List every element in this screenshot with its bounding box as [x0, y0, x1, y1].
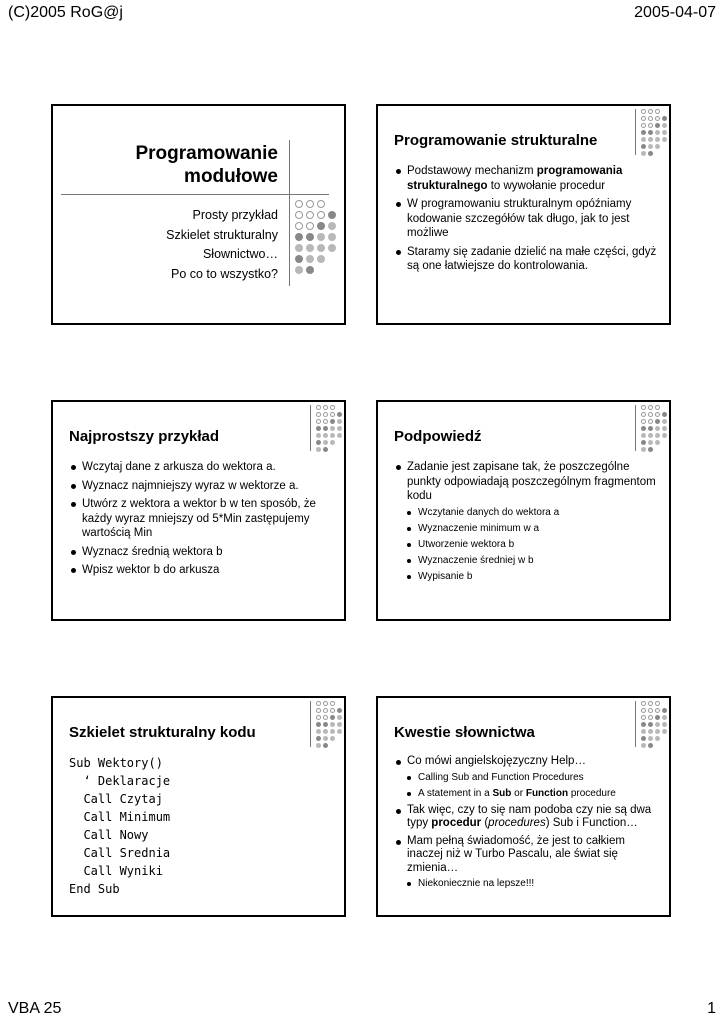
code-line: Call Nowy — [69, 828, 149, 842]
list-item: Wyznacz średnią wektora b — [71, 545, 333, 560]
decorative-dot — [323, 426, 328, 431]
decorative-dot — [316, 708, 321, 713]
decorative-dot — [648, 426, 653, 431]
code-line: Call Srednia — [69, 846, 171, 860]
header-right: 2005-04-07 — [634, 4, 716, 21]
decorative-dot — [662, 440, 667, 445]
list-item: W programowaniu strukturalnym opóźniamy kodowanie szczegółów tak długo, jak to jest możliwe — [396, 197, 658, 241]
decorative-dot — [641, 130, 646, 135]
decorative-dot — [337, 405, 342, 410]
sub-list-item: Wyznaczenie średniej w b — [407, 555, 658, 567]
decorative-dot — [316, 426, 321, 431]
list-item: Utwórz z wektora a wektor b w ten sposób, że każdy wyraz mniejszy od 5*Min zastępujemy wartością Min — [71, 497, 333, 541]
decorative-dot — [317, 244, 325, 252]
decorative-dot — [323, 412, 328, 417]
decorative-dot — [648, 729, 653, 734]
decorative-dot — [648, 144, 653, 149]
decorative-dot — [330, 412, 335, 417]
decorative-dot — [337, 701, 342, 706]
decorative-dot — [655, 130, 660, 135]
decorative-dot — [641, 137, 646, 142]
decorative-dot — [662, 419, 667, 424]
decorative-dot — [323, 447, 328, 452]
decorative-dot — [337, 736, 342, 741]
list-item: Zadanie jest zapisane tak, że poszczególne punkty odpowiadają poszczególnym fragmentom kodu Wczytanie danych do wektora a Wyznaczenie minimum w a Utworzenie wektora b Wyznaczenie średniej w b Wypisanie b — [396, 460, 658, 583]
decorative-dot — [323, 729, 328, 734]
decorative-dot — [648, 736, 653, 741]
decorative-dot — [662, 412, 667, 417]
decorative-dot — [316, 412, 321, 417]
decorative-dot — [295, 266, 303, 274]
decorative-dot — [316, 722, 321, 727]
decorative-dot — [337, 433, 342, 438]
decorative-dot — [330, 708, 335, 713]
decorative-dot — [337, 743, 342, 748]
decorative-dot-grid — [316, 405, 344, 454]
decorative-dot — [316, 715, 321, 720]
vertical-divider — [635, 701, 636, 747]
decorative-dot — [641, 708, 646, 713]
decorative-dot — [655, 426, 660, 431]
sub-list-item: Wczytanie danych do wektora a — [407, 507, 658, 519]
decorative-dot — [648, 701, 653, 706]
vertical-divider — [289, 140, 290, 286]
decorative-dot — [641, 123, 646, 128]
decorative-dot — [330, 736, 335, 741]
decorative-dot — [648, 116, 653, 121]
decorative-dot — [655, 109, 660, 114]
decorative-dot — [662, 151, 667, 156]
slide-heading: Podpowiedź — [394, 428, 482, 445]
decorative-dot — [662, 130, 667, 135]
decorative-dot — [655, 433, 660, 438]
decorative-dot — [655, 116, 660, 121]
decorative-dot — [337, 729, 342, 734]
decorative-dot — [655, 715, 660, 720]
decorative-dot — [641, 701, 646, 706]
decorative-dot — [306, 266, 314, 274]
decorative-dot — [641, 440, 646, 445]
decorative-dot — [662, 722, 667, 727]
decorative-dot — [648, 130, 653, 135]
decorative-dot — [295, 233, 303, 241]
slide-title-heading: Programowanie modułowe — [135, 143, 278, 187]
decorative-dot — [641, 715, 646, 720]
decorative-dot — [295, 255, 303, 263]
decorative-dot — [648, 715, 653, 720]
decorative-dot — [648, 123, 653, 128]
decorative-dot — [655, 440, 660, 445]
decorative-dot — [306, 222, 314, 230]
decorative-dot — [323, 405, 328, 410]
decorative-dot — [648, 151, 653, 156]
sub-list — [407, 878, 658, 890]
decorative-dot — [648, 440, 653, 445]
decorative-dot — [330, 447, 335, 452]
slide-heading: Szkielet strukturalny kodu — [69, 724, 256, 741]
decorative-dot — [641, 426, 646, 431]
decorative-dot — [330, 426, 335, 431]
decorative-dot — [655, 743, 660, 748]
decorative-dot — [316, 701, 321, 706]
decorative-dot — [655, 419, 660, 424]
decorative-dot — [655, 447, 660, 452]
decorative-dot — [662, 715, 667, 720]
decorative-dot — [316, 433, 321, 438]
slide-heading: Najprostszy przykład — [69, 428, 220, 445]
list-item: Wyznacz najmniejszy wyraz w wektorze a. — [71, 479, 333, 494]
decorative-dot — [328, 211, 336, 219]
decorative-dot — [662, 736, 667, 741]
agenda-item: Po co to wszystko? — [171, 266, 278, 281]
decorative-dot — [662, 433, 667, 438]
horizontal-divider — [61, 194, 329, 195]
decorative-dot — [662, 701, 667, 706]
decorative-dot — [317, 233, 325, 241]
decorative-dot — [648, 722, 653, 727]
decorative-dot — [641, 144, 646, 149]
vertical-divider — [310, 405, 311, 451]
decorative-dot — [655, 722, 660, 727]
decorative-dot — [337, 722, 342, 727]
list-item: Podstawowy mechanizm programowania strukturalnego to wywołanie procedur — [396, 164, 658, 193]
decorative-dot — [323, 701, 328, 706]
decorative-dot — [662, 729, 667, 734]
slide-title-agenda — [166, 206, 278, 284]
decorative-dot — [641, 722, 646, 727]
list-item: Tak więc, czy to się nam podoba czy nie są dwa typy procedur (procedures) Sub i Function… — [396, 804, 658, 831]
decorative-dot-grid — [641, 405, 669, 454]
decorative-dot — [655, 736, 660, 741]
slide-structural — [376, 104, 671, 325]
sub-list — [407, 507, 658, 583]
sub-list-item: Utworzenie wektora b — [407, 539, 658, 551]
vertical-divider — [310, 701, 311, 747]
decorative-dot — [323, 708, 328, 713]
decorative-dot — [655, 708, 660, 713]
decorative-dot — [306, 233, 314, 241]
decorative-dot — [317, 255, 325, 263]
decorative-dot-grid — [641, 701, 669, 750]
decorative-dot — [295, 222, 303, 230]
decorative-dot — [648, 405, 653, 410]
slide-code-skeleton — [51, 696, 346, 917]
code-line: ‘ Deklaracje — [69, 774, 171, 788]
slide-heading: Kwestie słownictwa — [394, 724, 535, 741]
decorative-dot — [641, 412, 646, 417]
bullet-list — [71, 460, 333, 582]
decorative-dot — [641, 109, 646, 114]
decorative-dot — [330, 701, 335, 706]
decorative-dot — [323, 736, 328, 741]
decorative-dot — [662, 123, 667, 128]
decorative-dot — [323, 419, 328, 424]
slide-simple-example — [51, 400, 346, 621]
decorative-dot — [306, 211, 314, 219]
decorative-dot — [662, 426, 667, 431]
decorative-dot — [648, 109, 653, 114]
decorative-dot — [655, 151, 660, 156]
decorative-dot — [648, 743, 653, 748]
decorative-dot — [317, 266, 325, 274]
decorative-dot — [655, 123, 660, 128]
decorative-dot-grid — [316, 701, 344, 750]
sub-list-item: Niekoniecznie na lepsze!!! — [407, 878, 658, 890]
decorative-dot — [295, 244, 303, 252]
decorative-dot — [337, 440, 342, 445]
decorative-dot — [337, 426, 342, 431]
slide-hint — [376, 400, 671, 621]
code-block — [69, 754, 170, 898]
decorative-dot — [655, 137, 660, 142]
decorative-dot — [655, 701, 660, 706]
decorative-dot — [323, 715, 328, 720]
decorative-dot — [337, 412, 342, 417]
sub-list — [407, 772, 658, 800]
decorative-dot — [648, 419, 653, 424]
decorative-dot — [662, 109, 667, 114]
list-item: Wczytaj dane z arkusza do wektora a. — [71, 460, 333, 475]
decorative-dot — [330, 405, 335, 410]
decorative-dot — [323, 743, 328, 748]
decorative-dot — [662, 447, 667, 452]
decorative-dot — [328, 233, 336, 241]
agenda-item: Szkielet strukturalny — [166, 227, 278, 242]
decorative-dot — [337, 715, 342, 720]
decorative-dot — [641, 433, 646, 438]
decorative-dot — [641, 116, 646, 121]
list-item: Staramy się zadanie dzielić na małe części, gdyż są one łatwiejsze do kontrolowania. — [396, 245, 658, 274]
decorative-dot — [655, 405, 660, 410]
decorative-dot-grid — [641, 109, 669, 158]
vertical-divider — [635, 109, 636, 155]
bullet-list — [396, 164, 658, 278]
decorative-dot — [648, 433, 653, 438]
decorative-dot — [317, 222, 325, 230]
decorative-dot — [317, 200, 325, 208]
vertical-divider — [635, 405, 636, 451]
decorative-dot — [306, 255, 314, 263]
decorative-dot — [337, 447, 342, 452]
decorative-dot — [330, 722, 335, 727]
decorative-dot — [330, 440, 335, 445]
decorative-dot — [662, 144, 667, 149]
decorative-dot — [323, 440, 328, 445]
decorative-dot — [323, 433, 328, 438]
decorative-dot — [648, 447, 653, 452]
decorative-dot — [306, 244, 314, 252]
slide-vocabulary — [376, 696, 671, 917]
sub-list-item: Wyznaczenie minimum w a — [407, 523, 658, 535]
slide-heading: Programowanie strukturalne — [394, 132, 598, 149]
header-left: (C)2005 RoG@j — [8, 4, 123, 21]
decorative-dot — [316, 743, 321, 748]
bullet-list — [396, 460, 658, 587]
decorative-dot — [655, 412, 660, 417]
decorative-dot — [328, 222, 336, 230]
decorative-dot — [316, 405, 321, 410]
decorative-dot — [641, 151, 646, 156]
footer-left: VBA 25 — [8, 1000, 62, 1017]
decorative-dot — [295, 200, 303, 208]
decorative-dot — [328, 200, 336, 208]
decorative-dot — [337, 419, 342, 424]
decorative-dot — [648, 412, 653, 417]
decorative-dot — [641, 447, 646, 452]
agenda-item: Prosty przykład — [192, 208, 278, 222]
decorative-dot — [641, 736, 646, 741]
code-line: Sub Wektory() — [69, 756, 163, 770]
decorative-dot — [330, 419, 335, 424]
decorative-dot — [641, 743, 646, 748]
code-line: Call Minimum — [69, 810, 171, 824]
decorative-dot — [317, 211, 325, 219]
decorative-dot — [655, 729, 660, 734]
decorative-dot — [330, 433, 335, 438]
decorative-dot — [316, 419, 321, 424]
decorative-dot — [328, 255, 336, 263]
decorative-dot — [662, 137, 667, 142]
decorative-dot — [323, 722, 328, 727]
footer-right: 1 — [707, 1000, 716, 1017]
code-line: Call Czytaj — [69, 792, 163, 806]
code-line: Call Wyniki — [69, 864, 163, 878]
decorative-dot — [330, 715, 335, 720]
bullet-list — [396, 755, 658, 894]
decorative-dot — [641, 419, 646, 424]
decorative-dot — [306, 200, 314, 208]
sub-list-item: Wypisanie b — [407, 571, 658, 583]
slide-title — [51, 104, 346, 325]
decorative-dot — [330, 729, 335, 734]
decorative-dot — [662, 405, 667, 410]
decorative-dot — [662, 743, 667, 748]
decorative-dot — [295, 211, 303, 219]
code-line: End Sub — [69, 882, 120, 896]
decorative-dot — [641, 729, 646, 734]
decorative-dot — [316, 440, 321, 445]
decorative-dot — [641, 405, 646, 410]
decorative-dot — [662, 708, 667, 713]
list-item: Co mówi angielskojęzyczny Help… Calling Sub and Function Procedures A statement in a Sub or Function procedure — [396, 755, 658, 800]
decorative-dot-grid — [295, 200, 339, 277]
decorative-dot — [655, 144, 660, 149]
decorative-dot — [316, 447, 321, 452]
agenda-item: Słownictwo… — [202, 247, 278, 261]
decorative-dot — [316, 736, 321, 741]
decorative-dot — [330, 743, 335, 748]
decorative-dot — [316, 729, 321, 734]
decorative-dot — [662, 116, 667, 121]
decorative-dot — [328, 244, 336, 252]
list-item: Mam pełną świadomość, że jest to całkiem inaczej niż w Turbo Pascalu, ale świat się zmienia… Niekoniecznie na lepsze!!! — [396, 835, 658, 891]
decorative-dot — [648, 137, 653, 142]
list-item: Wpisz wektor b do arkusza — [71, 563, 333, 578]
decorative-dot — [648, 708, 653, 713]
decorative-dot — [337, 708, 342, 713]
decorative-dot — [328, 266, 336, 274]
sub-list-item: Calling Sub and Function Procedures — [407, 772, 658, 784]
sub-list-item: A statement in a Sub or Function procedure — [407, 788, 658, 800]
